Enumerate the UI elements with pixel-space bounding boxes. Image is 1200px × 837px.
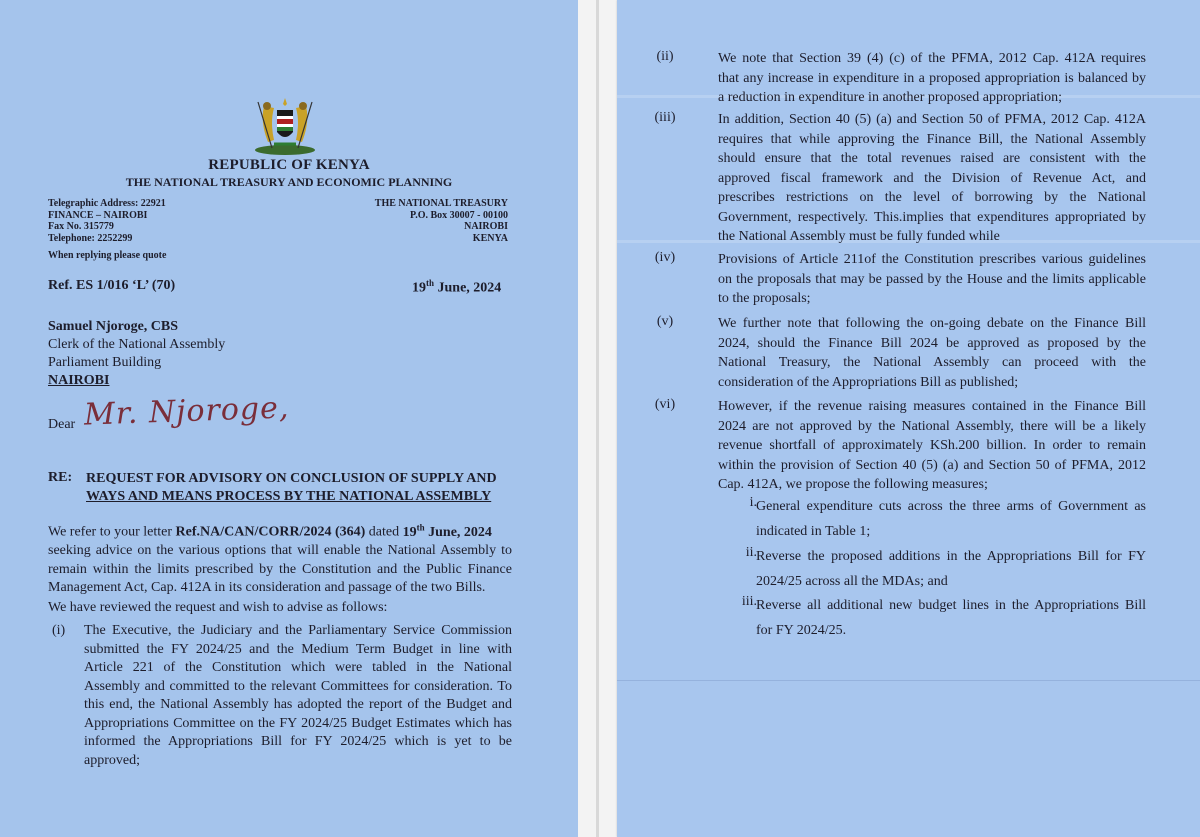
point-line: revenue shortfall of approximately KSh.200 billion. In order to remain [718,438,1146,453]
measure-label: iii. [741,594,757,609]
intro-line: Management Act, Cap. 412A in its consideration and passage of the two Bills. [48,580,486,596]
point-line: Appropriations Committee on the FY 2024/25 Budget Estimates which has [84,715,512,731]
point-line: prescribes restrictions on the level of borrowing by the National [718,190,1146,205]
point-line: this end, the National Assembly has adopted the report of the Budget and [84,697,512,712]
subject-re: RE: [48,470,73,485]
measure-line: Reverse all additional new budget lines in the Appropriations Bill [756,598,1146,613]
point-line: should ensure that the total revenues raised are consistent with the [718,151,1146,166]
measure-line: for FY 2024/25. [756,622,847,638]
measure-line: General expenditure cuts across the three arms of Government as [756,499,1146,514]
letterhead-country: REPUBLIC OF KENYA [208,157,370,173]
intro-text: We refer to your letter [48,524,176,540]
letterhead-right-address [370,198,508,244]
letter-page-2 [617,0,1200,837]
scan-stripe [617,680,1200,681]
point-label: (i) [52,623,66,638]
address-line: NAIROBI [464,221,508,232]
point-line: We note that Section 39 (4) (c) of the PFMA, 2012 Cap. 412A requires [718,51,1146,66]
point-line: to the proposals; [718,291,811,306]
letter-page-1 [0,0,578,837]
handwritten-salutation: Mr. Njoroge, [83,390,290,433]
point-ii-text [718,49,1146,108]
point-line: consideration of the Appropriations Bill as published; [718,374,1019,390]
address-line: P.O. Box 30007 - 00100 [410,209,508,221]
date-day: 19 [402,524,417,540]
point-line: National Treasury, the National Assembly can proceed with the [718,355,1146,370]
point-line: Cap. 412A, we propose the following measures; [718,477,988,492]
intro-line: seeking advice on the various options that will enable the National Assembly to [48,543,512,559]
point-line: Government, respectively. This.implies that expenditures appropriated by [718,209,1146,225]
point-v-text [718,314,1146,392]
measure-line: 2024/25 across all the MDAs; and [756,573,948,589]
point-label: (ii) [656,49,674,64]
salutation-dear: Dear [48,417,76,432]
intro-date [402,522,492,540]
point-line: on the proposals that may be passed by the House and the limits applicable [718,271,1146,287]
point-line: We further note that following the on-going debate on the Finance Bill [718,316,1146,331]
point-line: Article 221 of the Constitution which were tabled in the National [84,660,512,675]
point-label: (v) [656,314,674,329]
point-label: (iv) [654,250,676,265]
subject-line: WAYS AND MEANS PROCESS BY THE NATIONAL ASSEMBLY [86,489,492,504]
point-line: 2024 are not approved by the National Assembly, there will be a likely [718,418,1146,434]
date-day: 19 [412,280,426,296]
address-line: THE NATIONAL TREASURY [374,198,508,209]
date-rest: June, 2024 [424,524,492,540]
date-rest: June, 2024 [434,280,502,296]
reference-number: Ref. ES 1/016 ‘L’ (70) [48,278,176,293]
address-line: Fax No. 315779 [48,221,114,232]
recipient-block [48,318,225,390]
reply-note: When replying please quote [48,250,167,261]
point-line: approved; [84,752,140,768]
recipient-name: Samuel Njoroge, CBS [48,319,179,334]
point-line: In addition, Section 40 (5) (a) and Section 50 of PFMA, 2012 Cap. 412A [718,112,1146,127]
subject-line: REQUEST FOR ADVISORY ON CONCLUSION OF SUPPLY AND [86,471,497,486]
point-line: The Executive, the Judiciary and the Parliamentary Service Commission [84,623,512,638]
address-line: Telegraphic Address: 22921 [48,198,166,209]
point-i-text [84,622,512,770]
point-line: Assembly and committed to the relevant Committees for consideration. To [84,678,512,694]
reviewed-sentence: We have reviewed the request and wish to advise as follows: [48,600,388,615]
point-line: informed the Appropriations Bill for FY 2024/25 which is yet to be [84,734,512,749]
address-line: Telephone: 2252299 [48,232,133,244]
intro-paragraph [48,518,512,598]
intro-text: dated [365,524,403,540]
measure-i-text [756,495,1146,544]
point-line: that any increase in expenditure in a proposed appropriation is balanced by [718,70,1146,86]
point-iv-text [718,250,1146,309]
measure-line: indicated in Table 1; [756,523,871,539]
measure-iii-text [756,594,1146,643]
measure-ii-text [756,545,1146,594]
page-gap [578,0,617,837]
date-suffix: th [426,278,435,288]
letterhead-ministry: THE NATIONAL TREASURY AND ECONOMIC PLANNING [125,175,453,189]
point-line: approved fiscal framework and the Division of Revenue Act, and [718,170,1146,186]
point-label: (iii) [654,110,676,125]
intro-letter-ref: Ref.NA/CAN/CORR/2024 (364) [175,524,366,540]
point-line: the National Assembly must be fully funded while [718,229,1000,244]
point-line: However, if the revenue raising measures contained in the Finance Bill [718,399,1146,414]
measure-label: ii. [745,545,757,560]
measure-label: i. [749,495,757,510]
point-line: 2024, should the Finance Bill 2024 be approved as proposed by the [718,335,1146,351]
binding-fold [596,0,599,837]
intro-line: remain within the limits prescribed by the Constitution and the Public Finance [48,561,512,577]
point-line: requires that while approving the Finance Bill, the National Assembly [718,131,1146,147]
intro-first-line [48,518,512,542]
measure-line: Reverse the proposed additions in the Appropriations Bill for FY [756,549,1146,564]
kenya-coat-of-arms-icon [244,92,326,158]
address-line: FINANCE – NAIROBI [48,209,148,221]
point-line: Provisions of Article 211of the Constitution prescribes various guidelines [718,252,1146,267]
letterhead-left-address [48,198,166,244]
point-line: submitted the FY 2024/25 and the Medium Term Budget in line with [84,641,512,657]
date-suffix: th [416,522,425,532]
letter-date [412,278,501,297]
address-line: KENYA [472,232,508,244]
recipient-city: NAIROBI [48,373,110,388]
point-line: a reduction in expenditure in another proposed appropriation; [718,90,1063,105]
point-line: within the provision of Section 40 (5) (a) and Section 50 of PFMA, 2012 [718,457,1146,473]
subject-heading [86,470,497,506]
point-vi-text [718,397,1146,495]
recipient-building: Parliament Building [48,355,162,370]
point-iii-text [718,110,1146,247]
point-label: (vi) [654,397,676,412]
recipient-title: Clerk of the National Assembly [48,337,226,352]
